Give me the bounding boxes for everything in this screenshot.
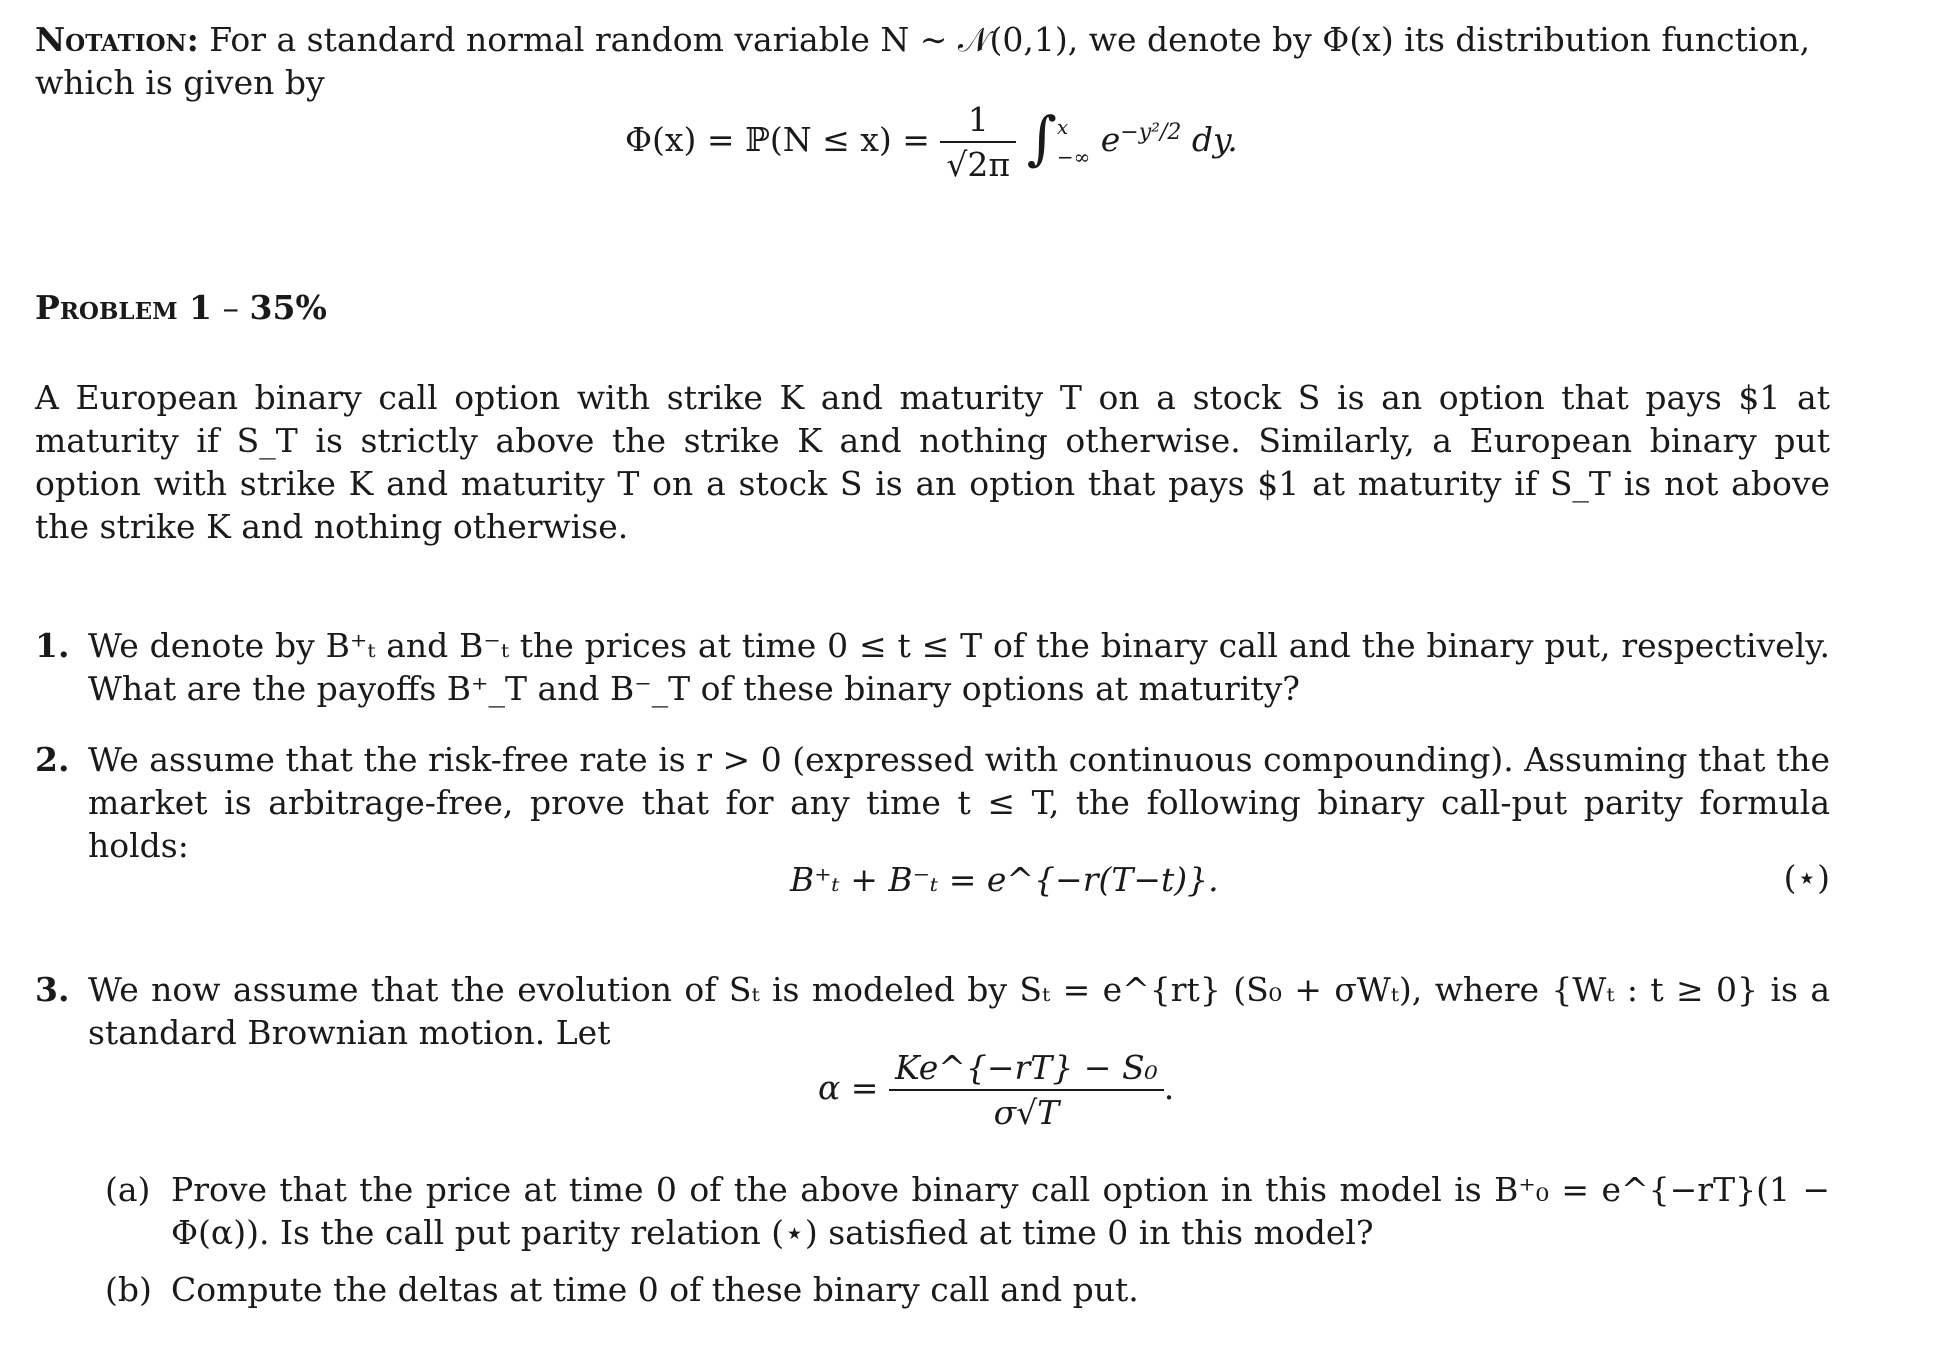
- integrand-base: e: [1100, 120, 1121, 159]
- item-2-text: We assume that the risk-free rate is r > 0 (expressed with continuous compounding). Assuming that the market is arbitrage-free, prove that for any time t ≤ T, the following binary call-put parity formula holds:: [88, 740, 1830, 865]
- subitem-a-label: (a): [105, 1170, 151, 1209]
- parity-formula-body: B⁺ₜ + B⁻ₜ = e^{−r(T−t)}.: [790, 860, 1219, 899]
- item-2-number: 2.: [35, 740, 70, 779]
- item-3-text: We now assume that the evolution of Sₜ is modeled by Sₜ = e^{rt} (S₀ + σWₜ), where {Wₜ : t ≥ 0} is a standard Brownian motion. Let: [88, 970, 1830, 1052]
- integral-differential: dy.: [1191, 120, 1238, 159]
- integral-sign: ∫: [1026, 103, 1057, 172]
- integrand-exponent: −y²/2: [1120, 120, 1182, 145]
- notation-text-line2: which is given by: [35, 63, 325, 102]
- parity-formula: [790, 858, 1219, 901]
- cdf-fraction: [940, 98, 1016, 186]
- problem-weight: 35%: [249, 288, 327, 327]
- subitem-a-text: Prove that the price at time 0 of the above binary call option in this model is B⁺₀ = e^{−rT}(1 − Φ(α)). Is the call put parity relation (⋆) satisfied at time 0 in this model?: [171, 1170, 1830, 1252]
- problem-dash: –: [222, 288, 240, 327]
- problem-heading: [35, 286, 1830, 329]
- cdf-fraction-denominator: √2π: [940, 141, 1016, 186]
- parity-tag: (⋆): [1783, 858, 1830, 897]
- subitem-b-text: Compute the deltas at time 0 of these binary call and put.: [171, 1270, 1139, 1309]
- cdf-formula-lhs: Φ(x) = ℙ(N ≤ x) =: [625, 120, 930, 159]
- notation-paragraph: [35, 18, 1830, 104]
- cdf-fraction-numerator: 1: [967, 100, 989, 139]
- alpha-fraction: [889, 1046, 1164, 1134]
- intro-paragraph: A European binary call option with strike K and maturity T on a stock S is an option that pays $1 at maturity if S_T is strictly above the strike K and nothing otherwise. Similarly, a European binary put option with strike K and maturity T on a stock S is an option that pays $1 at maturity if S_T is not above the strike K and nothing otherwise.: [35, 378, 1830, 546]
- integral-lower-limit: −∞: [1056, 145, 1091, 169]
- item-1-number: 1.: [35, 626, 70, 665]
- cdf-formula: [625, 98, 1238, 186]
- problem-title: Problem 1: [35, 288, 213, 327]
- notation-text-line1: For a standard normal random variable N ∼ 𝒩(0,1), we denote by Φ(x) its distribution function,: [209, 20, 1811, 59]
- alpha-numerator: Ke^{−rT} − S₀: [894, 1048, 1158, 1087]
- item-3-number: 3.: [35, 970, 70, 1009]
- alpha-end: .: [1163, 1068, 1175, 1107]
- alpha-denominator: σ√T: [889, 1089, 1164, 1134]
- alpha-lhs: α =: [818, 1068, 879, 1107]
- subitem-b-label: (b): [105, 1270, 152, 1309]
- integral-limits: [1057, 112, 1090, 172]
- integral-upper-limit: x: [1056, 115, 1069, 139]
- alpha-formula: [818, 1046, 1174, 1134]
- notation-label: Notation:: [35, 20, 199, 59]
- item-1-text: We denote by B⁺ₜ and B⁻ₜ the prices at time 0 ≤ t ≤ T of the binary call and the binary put, respectively. What are the payoffs B⁺_T and B⁻_T of these binary options at maturity?: [88, 626, 1830, 708]
